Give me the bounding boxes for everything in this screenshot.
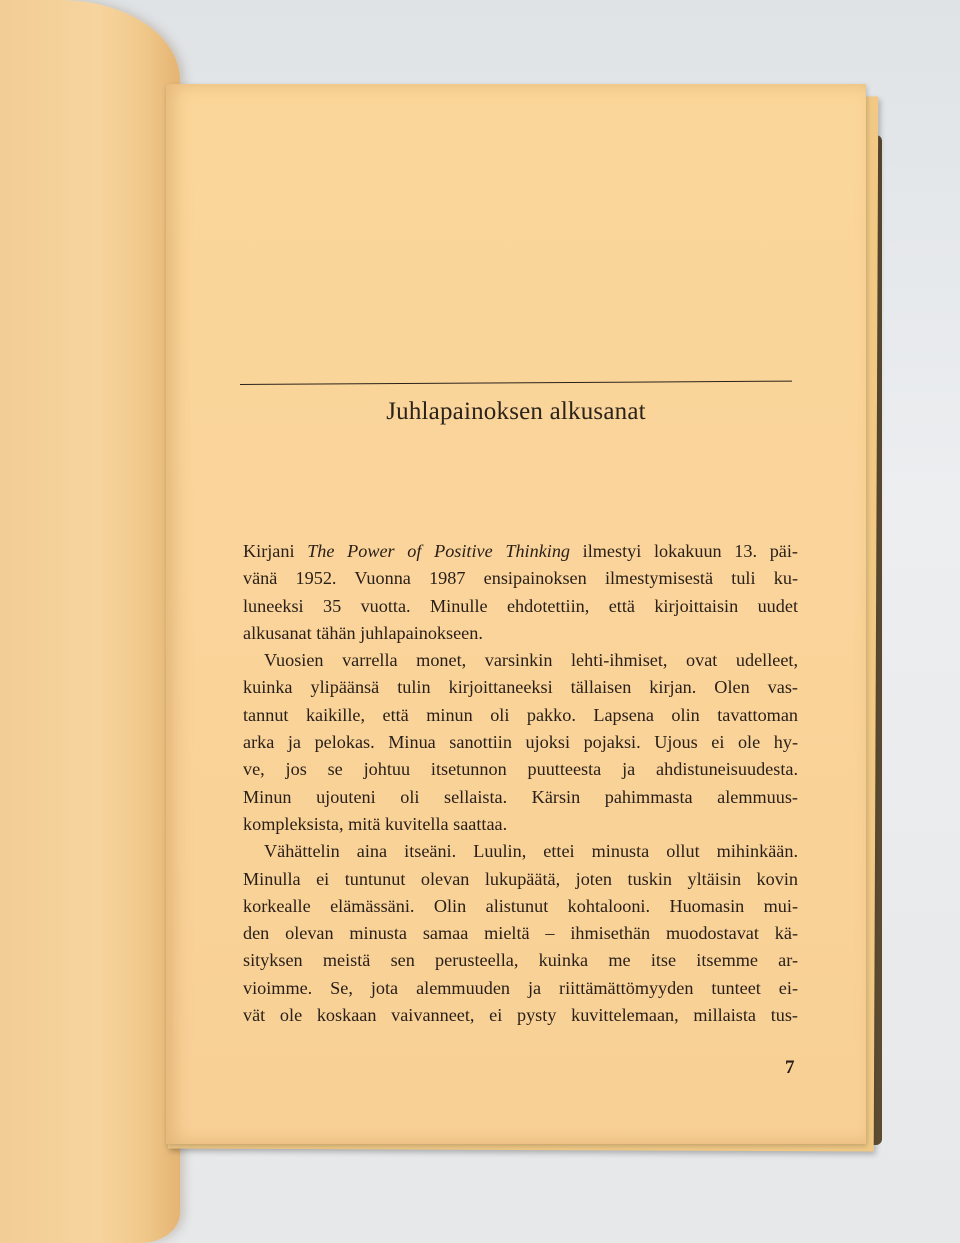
chapter-title: Juhlapainoksen alkusanat [386, 398, 646, 425]
text-line: vät ole koskaan vaivanneet, ei pysty kuvittelemaan, millaista tus- [243, 1005, 798, 1026]
text-line: Vähättelin aina itseäni. Luulin, ettei minusta ollut mihinkään. [264, 841, 798, 862]
text-line: Minun ujouteni oli sellaista. Kärsin pahimmasta alemmuus- [243, 786, 798, 807]
book-title-italic: The Power of Positive Thinking [307, 541, 571, 561]
text-line: alkusanat tähän juhlapainokseen. [243, 622, 483, 643]
text-line: tannut kaikille, että minun oli pakko. Lapsena olin tavattoman [243, 704, 798, 725]
left-page-edge [0, 0, 180, 1243]
text-line: ve, jos se johtuu itsetunnon puutteesta ja ahdistuneisuudesta. [243, 759, 798, 780]
text-line: den olevan minusta samaa mieltä – ihmisethän muodostavat kä- [243, 923, 798, 944]
text-line: korkealle elämässäni. Olin alistunut kohtalooni. Huomasin mui- [243, 895, 798, 916]
text-line: Kirjani The Power of Positive Thinking ilmestyi lokakuun 13. päi- [243, 541, 798, 561]
text-line: vänä 1952. Vuonna 1987 ensipainoksen ilmestymisestä tuli ku- [243, 568, 798, 589]
text-line: arka ja pelokas. Minua sanottiin ujoksi pojaksi. Ujous ei ole hy- [243, 732, 798, 753]
text-line: luneeksi 35 vuotta. Minulle ehdotettiin, että kirjoittaisin uudet [243, 595, 798, 616]
text-line: Minulla ei tuntunut olevan lukupäätä, joten tuskin yltäisin kovin [243, 868, 798, 889]
body-text [243, 538, 798, 1029]
text-line: vioimme. Se, jota alemmuuden ja riittämättömyyden tunteet ei- [243, 977, 798, 998]
text-line: kompleksista, mitä kuvitella saattaa. [243, 813, 508, 834]
text-line: Vuosien varrella monet, varsinkin lehti-ihmiset, ovat udelleet, [264, 650, 798, 671]
page-number: 7 [785, 1057, 795, 1078]
text-line: sityksen meistä sen perusteella, kuinka me itse itsemme ar- [243, 950, 798, 971]
text-line: kuinka ylipäänsä tulin kirjoittaneeksi tällaisen kirjan. Olen vas- [243, 677, 798, 698]
